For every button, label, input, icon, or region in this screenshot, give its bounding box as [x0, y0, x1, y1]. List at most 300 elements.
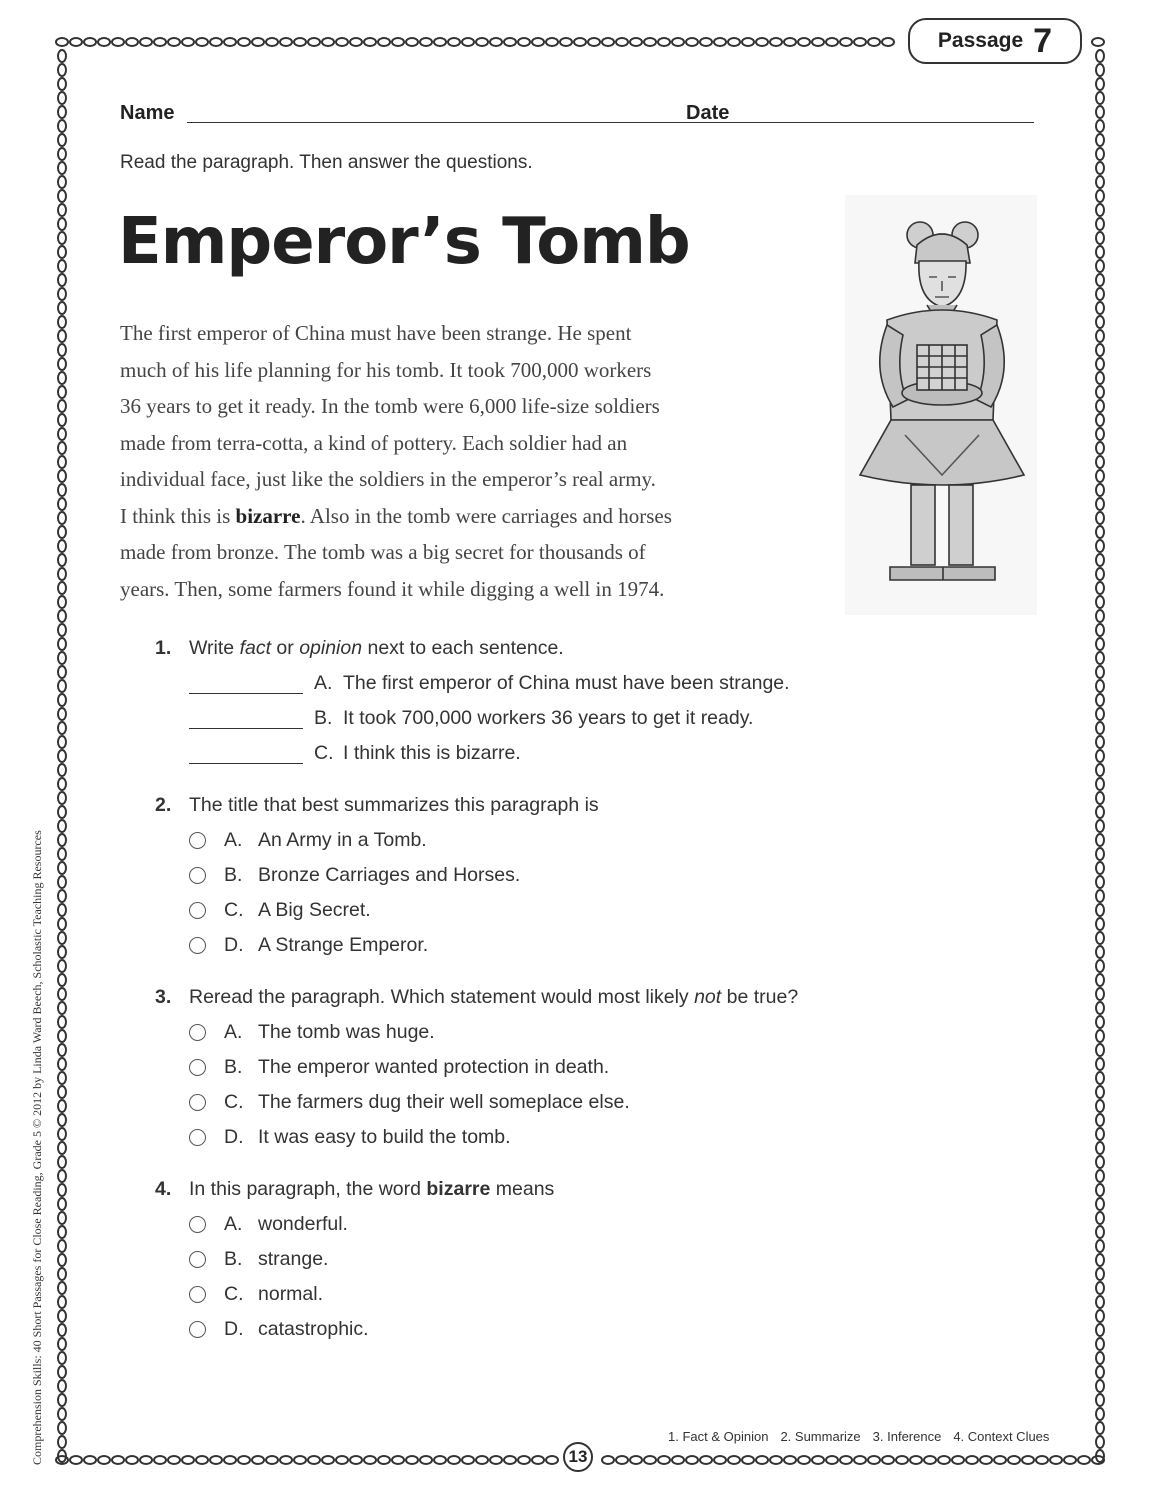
option-letter: C.: [224, 1283, 244, 1305]
chain-link: [1096, 1282, 1104, 1294]
chain-link: [1096, 778, 1104, 790]
chain-link: [714, 1456, 726, 1464]
chain-link: [58, 1380, 66, 1392]
chain-link: [1096, 610, 1104, 622]
chain-link: [58, 1394, 66, 1406]
chain-link: [1096, 92, 1104, 104]
paragraph-line: made from bronze. The tomb was a big secret for thousands of: [120, 540, 646, 564]
chain-link: [1096, 708, 1104, 720]
chain-link: [58, 442, 66, 454]
chain-link: [58, 78, 66, 90]
chain-link: [1096, 820, 1104, 832]
chain-link: [58, 428, 66, 440]
chain-link: [58, 568, 66, 580]
paragraph-line: The first emperor of China must have been strange. He spent: [120, 321, 632, 345]
chain-link: [1096, 106, 1104, 118]
chain-link: [490, 1456, 502, 1464]
radio-circle[interactable]: [189, 1024, 206, 1041]
chain-link: [58, 358, 66, 370]
chain-link: [58, 120, 66, 132]
radio-circle[interactable]: [189, 867, 206, 884]
chain-link: [58, 1198, 66, 1210]
option-letter: A.: [224, 829, 243, 851]
chain-link: [770, 38, 782, 46]
chain-link: [112, 38, 124, 46]
question-number: 4.: [155, 1178, 172, 1200]
chain-link: [58, 50, 66, 62]
chain-link: [154, 1456, 166, 1464]
chain-link: [58, 792, 66, 804]
chain-link: [854, 1456, 866, 1464]
chain-link: [126, 38, 138, 46]
chain-link: [140, 38, 152, 46]
chain-link: [1096, 596, 1104, 608]
item-text: The first emperor of China must have been strange.: [343, 672, 790, 694]
chain-link: [58, 904, 66, 916]
chain-link: [70, 38, 82, 46]
chain-link: [1096, 274, 1104, 286]
chain-link: [210, 1456, 222, 1464]
chain-link: [58, 526, 66, 538]
chain-link: [58, 1184, 66, 1196]
chain-link: [532, 1456, 544, 1464]
chain-link: [58, 666, 66, 678]
chain-link: [742, 38, 754, 46]
radio-circle[interactable]: [189, 1251, 206, 1268]
chain-link: [378, 1456, 390, 1464]
chain-link: [58, 1212, 66, 1224]
chain-link: [336, 38, 348, 46]
stem-text: means: [490, 1178, 555, 1200]
chain-link: [112, 1456, 124, 1464]
chain-link: [266, 38, 278, 46]
chain-link: [798, 38, 810, 46]
chain-link: [1096, 526, 1104, 538]
chain-link: [1096, 330, 1104, 342]
chain-link: [756, 1456, 768, 1464]
chain-link: [280, 1456, 292, 1464]
chain-link: [700, 38, 712, 46]
chain-link: [1096, 1394, 1104, 1406]
chain-link: [1096, 540, 1104, 552]
chain-link: [798, 1456, 810, 1464]
chain-link: [1096, 582, 1104, 594]
chain-link: [1096, 876, 1104, 888]
chain-link: [182, 38, 194, 46]
chain-link: [322, 38, 334, 46]
chain-link: [462, 38, 474, 46]
option-text: normal.: [258, 1283, 324, 1305]
chain-link: [1096, 1058, 1104, 1070]
chain-link: [238, 1456, 250, 1464]
chain-link: [392, 38, 404, 46]
chain-link: [1096, 400, 1104, 412]
chain-link: [58, 596, 66, 608]
chain-link: [1096, 442, 1104, 454]
answer-blank[interactable]: [189, 728, 303, 729]
chain-link: [168, 1456, 180, 1464]
chain-link: [546, 38, 558, 46]
stem-bold: bizarre: [426, 1178, 491, 1200]
chain-link: [686, 1456, 698, 1464]
paragraph-line: [120, 498, 810, 535]
chain-link: [58, 876, 66, 888]
chain-link: [1096, 652, 1104, 664]
chain-link: [1096, 792, 1104, 804]
chain-link: [154, 38, 166, 46]
radio-circle[interactable]: [189, 1059, 206, 1076]
chain-link: [58, 680, 66, 692]
chain-link: [210, 38, 222, 46]
chain-link: [294, 38, 306, 46]
chain-link: [1096, 960, 1104, 972]
chain-link: [1096, 1170, 1104, 1182]
chain-link: [1096, 1002, 1104, 1014]
chain-link: [1096, 1030, 1104, 1042]
chain-link: [58, 134, 66, 146]
chain-link: [1096, 1380, 1104, 1392]
chain-link: [1064, 1456, 1076, 1464]
chain-link: [280, 38, 292, 46]
date-field[interactable]: [734, 122, 1034, 123]
paragraph-line: individual face, just like the soldiers in the emperor’s real army.: [120, 467, 656, 491]
chain-link: [58, 386, 66, 398]
paragraph-text: . Also in the tomb were carriages and horses: [300, 503, 672, 528]
question-stem: [189, 1178, 554, 1201]
chain-link: [58, 246, 66, 258]
chain-link: [1096, 1366, 1104, 1378]
chain-link: [58, 1268, 66, 1280]
chain-link: [1096, 904, 1104, 916]
chain-link: [1096, 1128, 1104, 1140]
option-letter: B.: [224, 864, 243, 886]
chain-link: [58, 1156, 66, 1168]
chain-link: [168, 38, 180, 46]
page-number: 13: [563, 1442, 593, 1472]
chain-link: [952, 1456, 964, 1464]
chain-link: [58, 1226, 66, 1238]
chain-link: [58, 64, 66, 76]
chain-link: [1096, 1310, 1104, 1322]
option-letter: B.: [224, 1056, 243, 1078]
chain-link: [58, 1338, 66, 1350]
chain-link: [58, 260, 66, 272]
chain-link: [1096, 358, 1104, 370]
paragraph-text: I think this is: [120, 503, 236, 528]
instructions: Read the paragraph. Then answer the questions.: [120, 152, 533, 173]
chain-link: [58, 232, 66, 244]
stem-text: be true?: [721, 986, 799, 1008]
chain-link: [58, 1254, 66, 1266]
option-letter: C.: [224, 1091, 244, 1113]
chain-link: [896, 1456, 908, 1464]
question-stem: [189, 986, 798, 1009]
chain-link: [252, 38, 264, 46]
chain-link: [1096, 1044, 1104, 1056]
chain-link: [602, 1456, 614, 1464]
chain-link: [58, 932, 66, 944]
chain-link: [546, 1456, 558, 1464]
radio-circle[interactable]: [189, 902, 206, 919]
chain-link: [224, 38, 236, 46]
radio-circle[interactable]: [189, 1094, 206, 1111]
chain-link: [1096, 568, 1104, 580]
chain-link: [728, 38, 740, 46]
option-text: strange.: [258, 1248, 329, 1270]
chain-link: [84, 1456, 96, 1464]
chain-link: [58, 652, 66, 664]
option-letter: C.: [224, 899, 244, 921]
chain-link: [336, 1456, 348, 1464]
chain-link: [1096, 372, 1104, 384]
chain-link: [224, 1456, 236, 1464]
chain-link: [58, 456, 66, 468]
item-letter: C.: [314, 742, 334, 764]
chain-link: [1096, 806, 1104, 818]
chain-link: [238, 38, 250, 46]
chain-link: [910, 1456, 922, 1464]
terracotta-soldier-illustration: [845, 195, 1037, 615]
chain-link: [1096, 414, 1104, 426]
chain-link: [252, 1456, 264, 1464]
chain-link: [1096, 1436, 1104, 1448]
chain-link: [1008, 1456, 1020, 1464]
chain-link: [1096, 890, 1104, 902]
chain-link: [1096, 246, 1104, 258]
chain-link: [182, 1456, 194, 1464]
chain-link: [784, 38, 796, 46]
chain-link: [58, 1422, 66, 1434]
chain-link: [58, 414, 66, 426]
chain-link: [532, 38, 544, 46]
chain-link: [1096, 722, 1104, 734]
paragraph-line: made from terra-cotta, a kind of pottery. Each soldier had an: [120, 430, 628, 455]
radio-circle[interactable]: [189, 1321, 206, 1338]
option-text: The tomb was huge.: [258, 1021, 435, 1043]
chain-link: [616, 1456, 628, 1464]
chain-link: [58, 148, 66, 160]
chain-link: [1096, 50, 1104, 62]
chain-link: [882, 1456, 894, 1464]
chain-link: [560, 38, 572, 46]
chain-link: [476, 38, 488, 46]
chain-link: [58, 1100, 66, 1112]
chain-link: [1096, 680, 1104, 692]
chain-link: [58, 694, 66, 706]
chain-link: [350, 38, 362, 46]
chain-link: [294, 1456, 306, 1464]
chain-link: [58, 918, 66, 930]
stem-italic: fact: [239, 637, 271, 659]
skills-footer: [668, 1429, 1049, 1444]
chain-link: [58, 1086, 66, 1098]
chain-link: [504, 1456, 516, 1464]
chain-link: [1096, 1114, 1104, 1126]
chain-link: [58, 736, 66, 748]
chain-link: [58, 1058, 66, 1070]
page-title: Emperor’s Tomb: [118, 205, 690, 279]
chain-link: [1096, 750, 1104, 762]
chain-link: [58, 372, 66, 384]
option-letter: A.: [224, 1213, 243, 1235]
chain-link: [58, 1296, 66, 1308]
chain-link: [1096, 1156, 1104, 1168]
chain-link: [58, 470, 66, 482]
chain-link: [1096, 918, 1104, 930]
passage-number: 7: [1033, 22, 1053, 60]
chain-link: [58, 1016, 66, 1028]
stem-italic: opinion: [299, 637, 363, 659]
chain-link: [1096, 428, 1104, 440]
chain-link: [98, 1456, 110, 1464]
chain-link: [58, 176, 66, 188]
chain-link: [58, 344, 66, 356]
question-number: 3.: [155, 986, 172, 1008]
chain-link: [476, 1456, 488, 1464]
chain-link: [1096, 1324, 1104, 1336]
radio-circle[interactable]: [189, 1216, 206, 1233]
chain-link: [58, 820, 66, 832]
option-text: The emperor wanted protection in death.: [258, 1056, 610, 1078]
question-stem: [189, 637, 564, 660]
chain-link: [56, 38, 68, 46]
chain-link: [994, 1456, 1006, 1464]
chain-link: [1096, 834, 1104, 846]
chain-link: [58, 1436, 66, 1448]
chain-link: [448, 1456, 460, 1464]
paragraph-line: years. Then, some farmers found it while digging a well in 1974.: [120, 576, 665, 601]
chain-link: [644, 1456, 656, 1464]
skill-label: 3. Inference: [872, 1429, 942, 1444]
chain-link: [58, 1114, 66, 1126]
chain-link: [1096, 64, 1104, 76]
chain-link: [714, 38, 726, 46]
chain-link: [58, 1310, 66, 1322]
stem-text: next to each sentence.: [362, 637, 564, 659]
chain-link: [1096, 764, 1104, 776]
radio-circle[interactable]: [189, 1286, 206, 1303]
chain-link: [58, 946, 66, 958]
chain-link: [58, 1030, 66, 1042]
chain-link: [406, 1456, 418, 1464]
chain-link: [58, 890, 66, 902]
chain-link: [364, 38, 376, 46]
option-letter: B.: [224, 1248, 243, 1270]
chain-link: [58, 1352, 66, 1364]
chain-link: [1096, 1408, 1104, 1420]
chain-link: [58, 806, 66, 818]
chain-link: [58, 484, 66, 496]
chain-link: [1096, 232, 1104, 244]
chain-link: [58, 204, 66, 216]
answer-blank[interactable]: [189, 763, 303, 764]
question-number: 1.: [155, 637, 172, 659]
chain-link: [58, 1366, 66, 1378]
chain-link: [1050, 1456, 1062, 1464]
chain-link: [140, 1456, 152, 1464]
chain-link: [672, 1456, 684, 1464]
stem-text: Write: [189, 637, 240, 659]
chain-link: [58, 778, 66, 790]
chain-link: [58, 1142, 66, 1154]
chain-link: [1096, 932, 1104, 944]
chain-link: [826, 1456, 838, 1464]
chain-link: [1096, 862, 1104, 874]
chain-link: [58, 330, 66, 342]
chain-link: [58, 1072, 66, 1084]
chain-link: [58, 1282, 66, 1294]
chain-link: [1096, 1198, 1104, 1210]
chain-link: [1096, 484, 1104, 496]
chain-link: [1096, 288, 1104, 300]
option-text: Bronze Carriages and Horses.: [258, 864, 521, 886]
chain-link: [1096, 1338, 1104, 1350]
option-text: An Army in a Tomb.: [258, 829, 427, 851]
option-letter: D.: [224, 934, 244, 956]
chain-link: [1096, 302, 1104, 314]
chain-link: [58, 834, 66, 846]
question-stem: The title that best summarizes this paragraph is: [189, 794, 599, 816]
chain-link: [266, 1456, 278, 1464]
chain-link: [756, 38, 768, 46]
chain-link: [1096, 638, 1104, 650]
chain-link: [350, 1456, 362, 1464]
answer-blank[interactable]: [189, 693, 303, 694]
chain-link: [1096, 736, 1104, 748]
chain-link: [1096, 470, 1104, 482]
chain-link: [392, 1456, 404, 1464]
chain-link: [126, 1456, 138, 1464]
chain-link: [742, 1456, 754, 1464]
chain-link: [1096, 204, 1104, 216]
chain-link: [868, 38, 880, 46]
radio-circle[interactable]: [189, 832, 206, 849]
radio-circle[interactable]: [189, 1129, 206, 1146]
chain-link: [812, 38, 824, 46]
chain-link: [518, 38, 530, 46]
chain-link: [58, 1408, 66, 1420]
chain-link: [1096, 134, 1104, 146]
chain-link: [406, 38, 418, 46]
chain-link: [1096, 162, 1104, 174]
chain-link: [1096, 1422, 1104, 1434]
chain-link: [490, 38, 502, 46]
radio-circle[interactable]: [189, 937, 206, 954]
paragraph-line: 36 years to get it ready. In the tomb were 6,000 life-size soldiers: [120, 394, 660, 418]
option-text: It was easy to build the tomb.: [258, 1126, 511, 1148]
name-date-row: [120, 102, 1035, 128]
chain-link: [840, 1456, 852, 1464]
chain-link: [58, 960, 66, 972]
stem-italic: not: [694, 986, 722, 1008]
chain-link: [1092, 38, 1104, 46]
chain-link: [58, 974, 66, 986]
chain-link: [854, 38, 866, 46]
item-letter: B.: [314, 707, 333, 729]
chain-link: [434, 38, 446, 46]
chain-link: [84, 38, 96, 46]
chain-link: [1036, 1456, 1048, 1464]
chain-link: [364, 1456, 376, 1464]
chain-link: [1096, 988, 1104, 1000]
chain-link: [322, 1456, 334, 1464]
chain-link: [58, 764, 66, 776]
item-text: I think this is bizarre.: [343, 742, 521, 764]
chain-link: [1096, 512, 1104, 524]
passage-tab: [908, 18, 1082, 64]
option-text: wonderful.: [258, 1213, 348, 1235]
chain-link: [58, 540, 66, 552]
